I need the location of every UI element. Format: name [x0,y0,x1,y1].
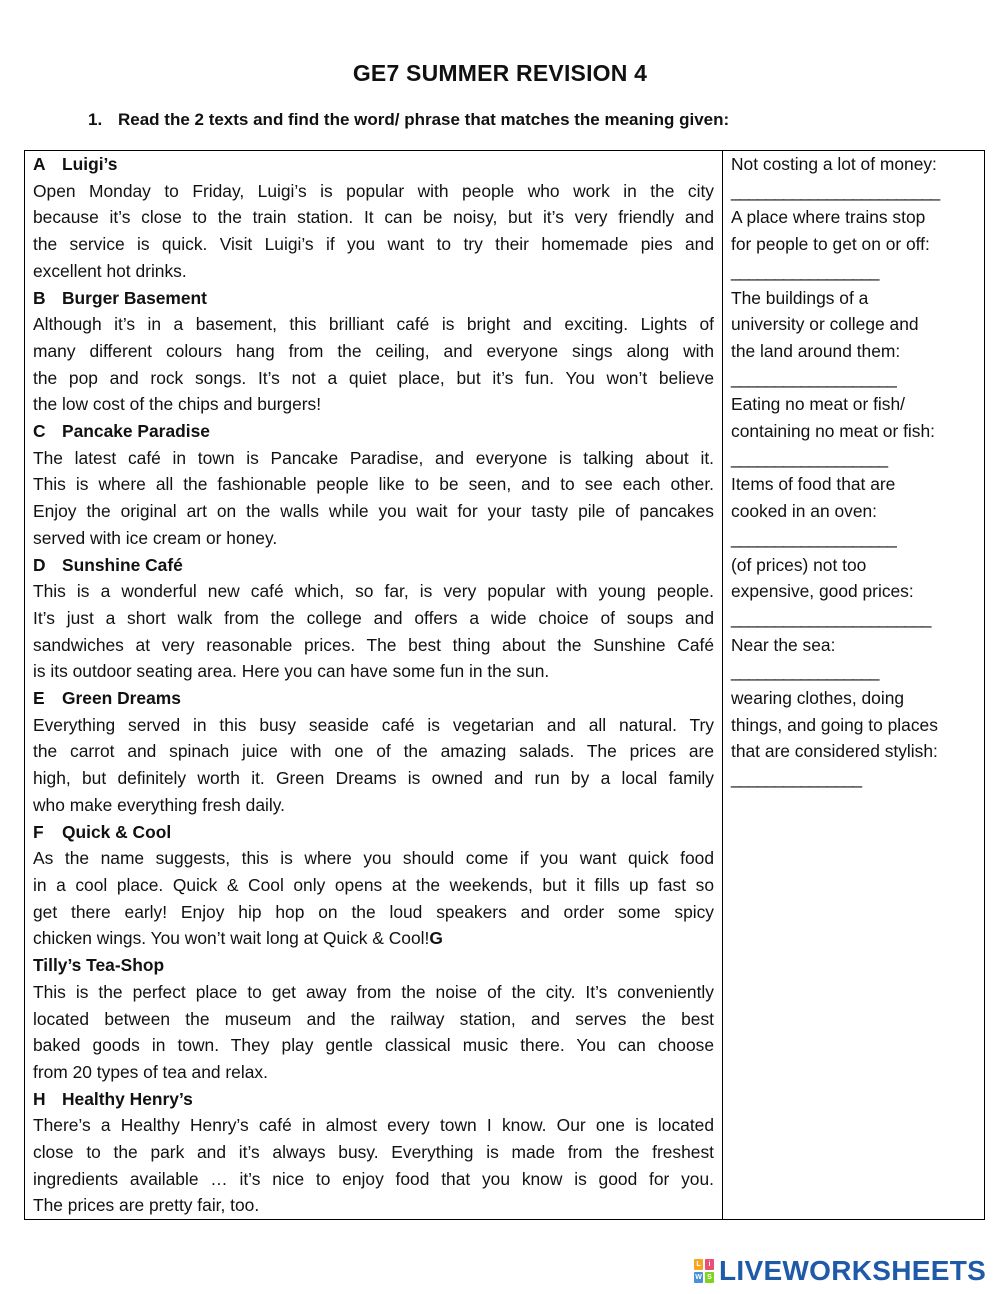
instruction [88,110,729,130]
text-line: who make everything fresh daily. [33,794,285,815]
cafe-letter: C [33,421,46,442]
meaning-text: cooked in an oven: [731,501,877,522]
cafe-letter: H [33,1088,46,1109]
meaning-text: for people to get on or off: [731,234,930,255]
cafe-name: Burger Basement [62,287,207,308]
meaning-text: Not costing a lot of money: [731,154,937,174]
text-line: served with ice cream or honey. [33,527,278,548]
cafe-heading [33,1086,714,1113]
cafe-letter: D [33,554,46,575]
cafe-name: Quick & Cool [62,821,172,842]
logo-icon: L i W S [694,1258,716,1284]
cafe-heading [33,151,714,178]
cafe-name: Green Dreams [62,688,181,709]
meaning-text: that are considered stylish: [731,741,938,762]
meaning-text: university or college and [731,314,919,335]
text-line: Open Monday to Friday, Luigi’s is popular with people who work in the city [33,180,714,201]
text-line: Although it’s in a basement, this brilliant café is bright and exciting. Lights of [33,314,714,335]
text-line: The latest café in town is Pancake Paradise, and everyone is talking about it. [33,447,714,468]
text-line: There’s a Healthy Henry’s café in almost every town I know. Our one is located [33,1115,714,1136]
text-line: sandwiches at very reasonable prices. The best thing about the Sunshine Café [33,634,714,655]
exercise-table [24,150,985,1220]
text-line: the carrot and spinach juice with one of the amazing salads. The prices are [33,741,714,762]
text-line [33,925,714,952]
meaning-text: Items of food that are [731,474,896,495]
answer-blank[interactable]: _______________ [731,768,862,789]
cafe-name: Pancake Paradise [62,421,210,442]
meaning-text: the land around them: [731,340,901,361]
text-line: This is the perfect place to get away from the noise of the city. It’s conveniently [33,981,714,1002]
text-line: It’s just a short walk from the college and offers a wide choice of soups and [33,607,714,628]
cafe-heading [33,285,714,312]
logo-text: LIVEWORKSHEETS [719,1255,987,1286]
cafe-letter: A [33,154,46,174]
text-line: because it’s close to the train station. It can be noisy, but it’s very friendly and [33,207,714,228]
meaning-text: A place where trains stop [731,207,926,228]
meaning-text: containing no meat or fish: [731,421,935,442]
text-segment: chicken wings. You won’t wait long at Quick & Cool! [33,928,430,949]
cafe-heading [33,819,714,846]
answer-blank[interactable]: ___________________ [731,367,896,388]
text-line: close to the park and it’s always busy. Everything is made from the freshest [33,1142,714,1163]
cafe-letter: E [33,688,45,709]
meaning-text: wearing clothes, doing [731,688,905,709]
text-line: ingredients available … it’s nice to enjoy food that you know is good for you. [33,1168,714,1189]
cafe-name: Sunshine Café [62,554,183,575]
cafe-name: Healthy Henry’s [62,1088,193,1109]
text-line: the low cost of the chips and burgers! [33,394,322,415]
answer-blank[interactable]: ___________________ [731,527,896,548]
cafe-letter: G [429,928,443,949]
meaning-text: things, and going to places [731,714,938,735]
page-title: GE7 SUMMER REVISION 4 [352,60,648,86]
cafe-heading [33,552,714,579]
text-line: excellent hot drinks. [33,260,187,281]
text-line: get there early! Enjoy hip hop on the loud speakers and order some spicy [33,901,714,922]
text-line: high, but definitely worth it. Green Dreams is owned and run by a local family [33,768,714,789]
text-line: Everything served in this busy seaside café is vegetarian and all natural. Try [33,714,714,735]
text-line: located between the museum and the railway station, and serves the best [33,1008,714,1029]
answer-blank[interactable]: _________________ [731,661,879,682]
meaning-text: (of prices) not too [731,554,867,575]
text-line: is its outdoor seating area. Here you can have some fun in the sun. [33,661,550,682]
text-line: baked goods in town. They play gentle classical music there. You can choose [33,1035,714,1056]
cafe-name: Luigi’s [62,154,118,174]
cafe-letter: F [33,821,44,842]
text-line: many different colours hang from the ceiling, and everyone sings along with [33,340,714,361]
text-line: from 20 types of tea and relax. [33,1061,268,1082]
cafe-heading [33,685,714,712]
text-line: This is a wonderful new café which, so far, is very popular with young people. [33,581,714,602]
texts-column [25,151,723,1219]
text-line: the pop and rock songs. It’s not a quiet place, but it’s fun. You won’t believe [33,367,714,388]
cafe-letter: B [33,287,46,308]
cafe-heading: Tilly’s Tea-Shop [33,955,165,976]
instruction-number: 1. [88,110,103,129]
answer-blank[interactable]: _______________________ [731,607,931,628]
text-line: The prices are pretty fair, too. [33,1195,260,1216]
text-line: As the name suggests, this is where you should come if you want quick food [33,848,714,869]
instruction-text: Read the 2 texts and find the word/ phrase that matches the meaning given: [118,110,730,129]
answer-blank[interactable]: _________________ [731,260,879,281]
liveworksheets-logo [694,1254,986,1288]
text-line: the service is quick. Visit Luigi’s if you want to try their homemade pies and [33,234,714,255]
meaning-text: The buildings of a [731,287,869,308]
meanings-column [723,151,984,1219]
meaning-text: expensive, good prices: [731,581,914,602]
meaning-text: Near the sea: [731,634,836,655]
text-line: This is where all the fashionable people like to be seen, and to see each other. [33,474,714,495]
answer-blank[interactable]: ________________________ [731,180,940,201]
text-line: Enjoy the original art on the walls while you wait for your tasty pile of pancakes [33,501,714,522]
cafe-heading [33,418,714,445]
answer-blank[interactable]: __________________ [731,447,888,468]
text-line: in a cool place. Quick & Cool only opens at the weekends, but it fills up fast so [33,874,714,895]
meaning-text: Eating no meat or fish/ [731,394,905,415]
